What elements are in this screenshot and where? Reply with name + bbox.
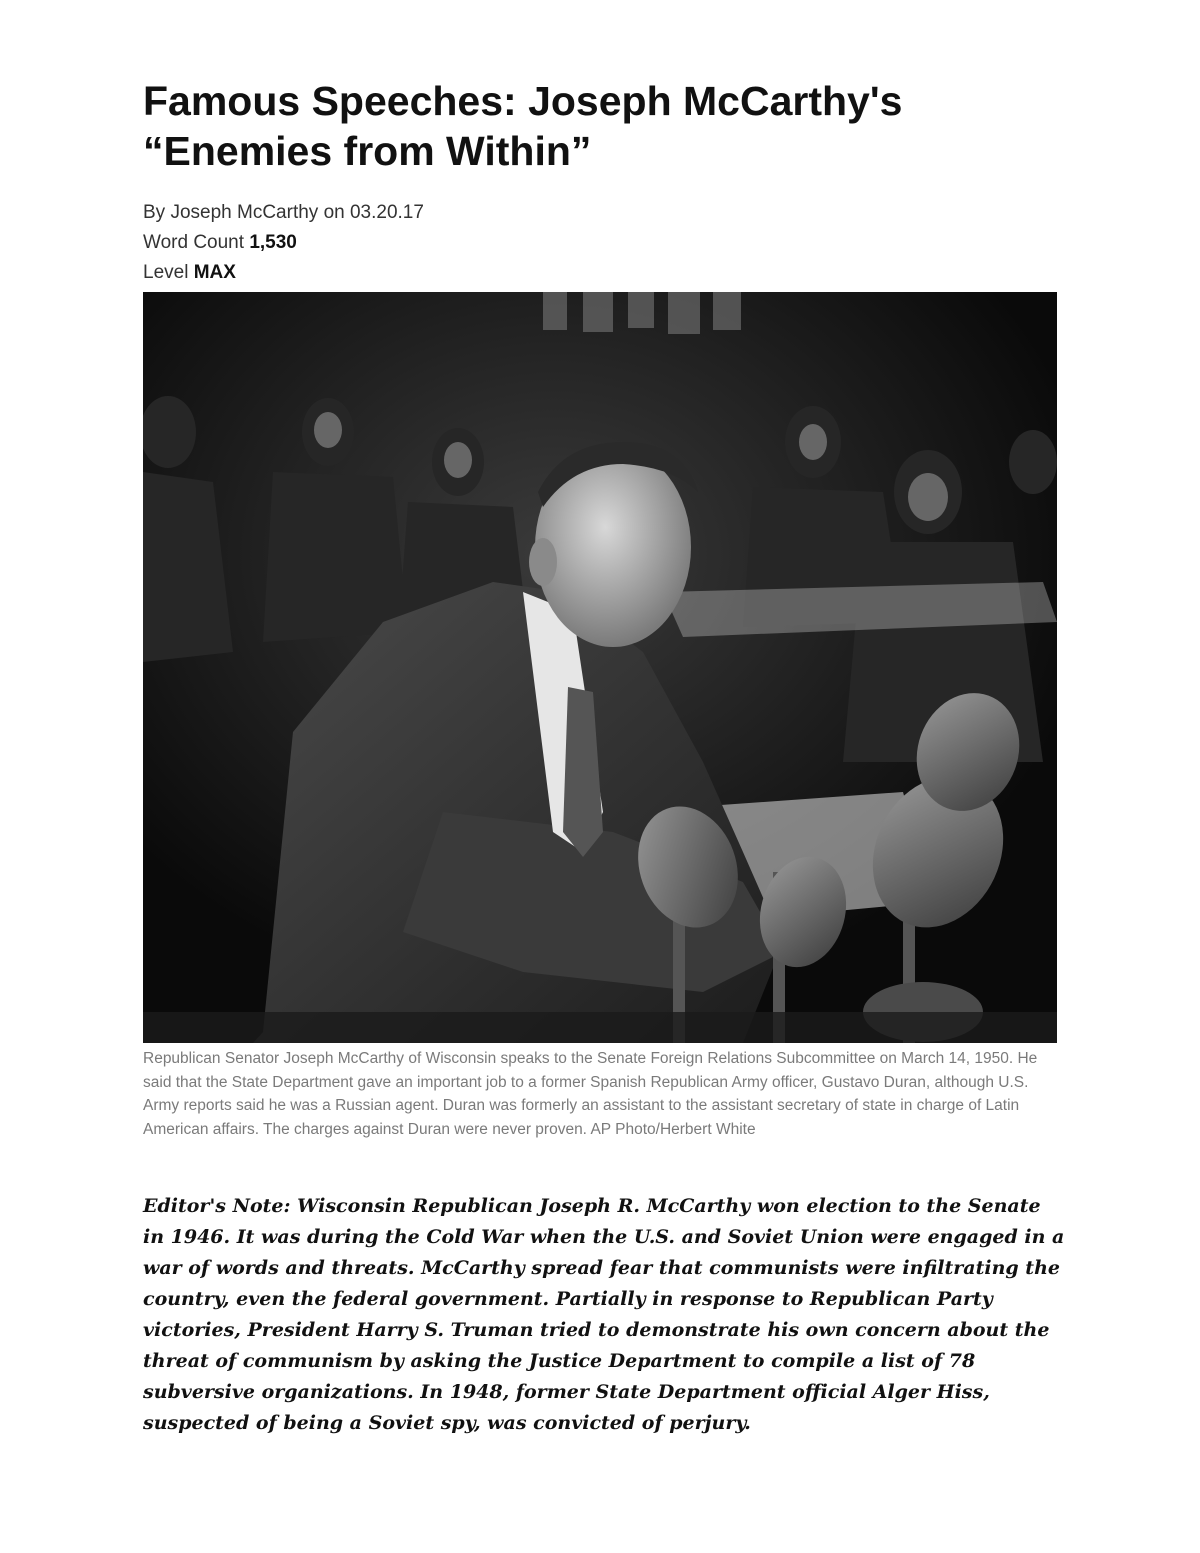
word-count-label: Word Count: [143, 232, 245, 253]
photo-illustration: [143, 292, 1057, 1043]
title-line-2: “Enemies from Within”: [143, 128, 592, 174]
byline: By Joseph McCarthy on 03.20.17: [143, 202, 424, 223]
article-meta: [143, 198, 424, 288]
reading-level: [143, 258, 424, 288]
word-count: [143, 228, 424, 258]
level-value: MAX: [193, 262, 236, 283]
level-label: Level: [143, 262, 189, 283]
article-photo: [143, 292, 1057, 1043]
title-line-1: Famous Speeches: Joseph McCarthy's: [143, 78, 903, 124]
editors-note: Editor's Note: Wisconsin Republican Joseph R. McCarthy won election to the Senate in 1946. It was during the Cold War when the U.S. and Soviet Union were engaged in a war of words and threats. McCarthy spread fear that communists were infiltrating the country, even the federal government. Partially in response to Republican Party victories, President Harry S. Truman tried to demonstrate his own concern about the threat of communism by asking the Justice Department to compile a list of 78 subversive organizations. In 1948, former State Department official Alger Hiss, suspected of being a Soviet spy, was convicted of perjury.: [143, 1195, 1065, 1434]
article-title: [143, 76, 1093, 176]
photo-caption: Republican Senator Joseph McCarthy of Wisconsin speaks to the Senate Foreign Relations Subcommittee on March 14, 1950. He said that the State Department gave an important job to a former Spanish Republican Army officer, Gustavo Duran, although U.S. Army reports said he was a Russian agent. Duran was formerly an assistant to the assistant secretary of state in charge of Latin American affairs. The charges against Duran were never proven. AP Photo/Herbert White: [143, 1050, 1038, 1138]
word-count-value: 1,530: [249, 232, 297, 253]
